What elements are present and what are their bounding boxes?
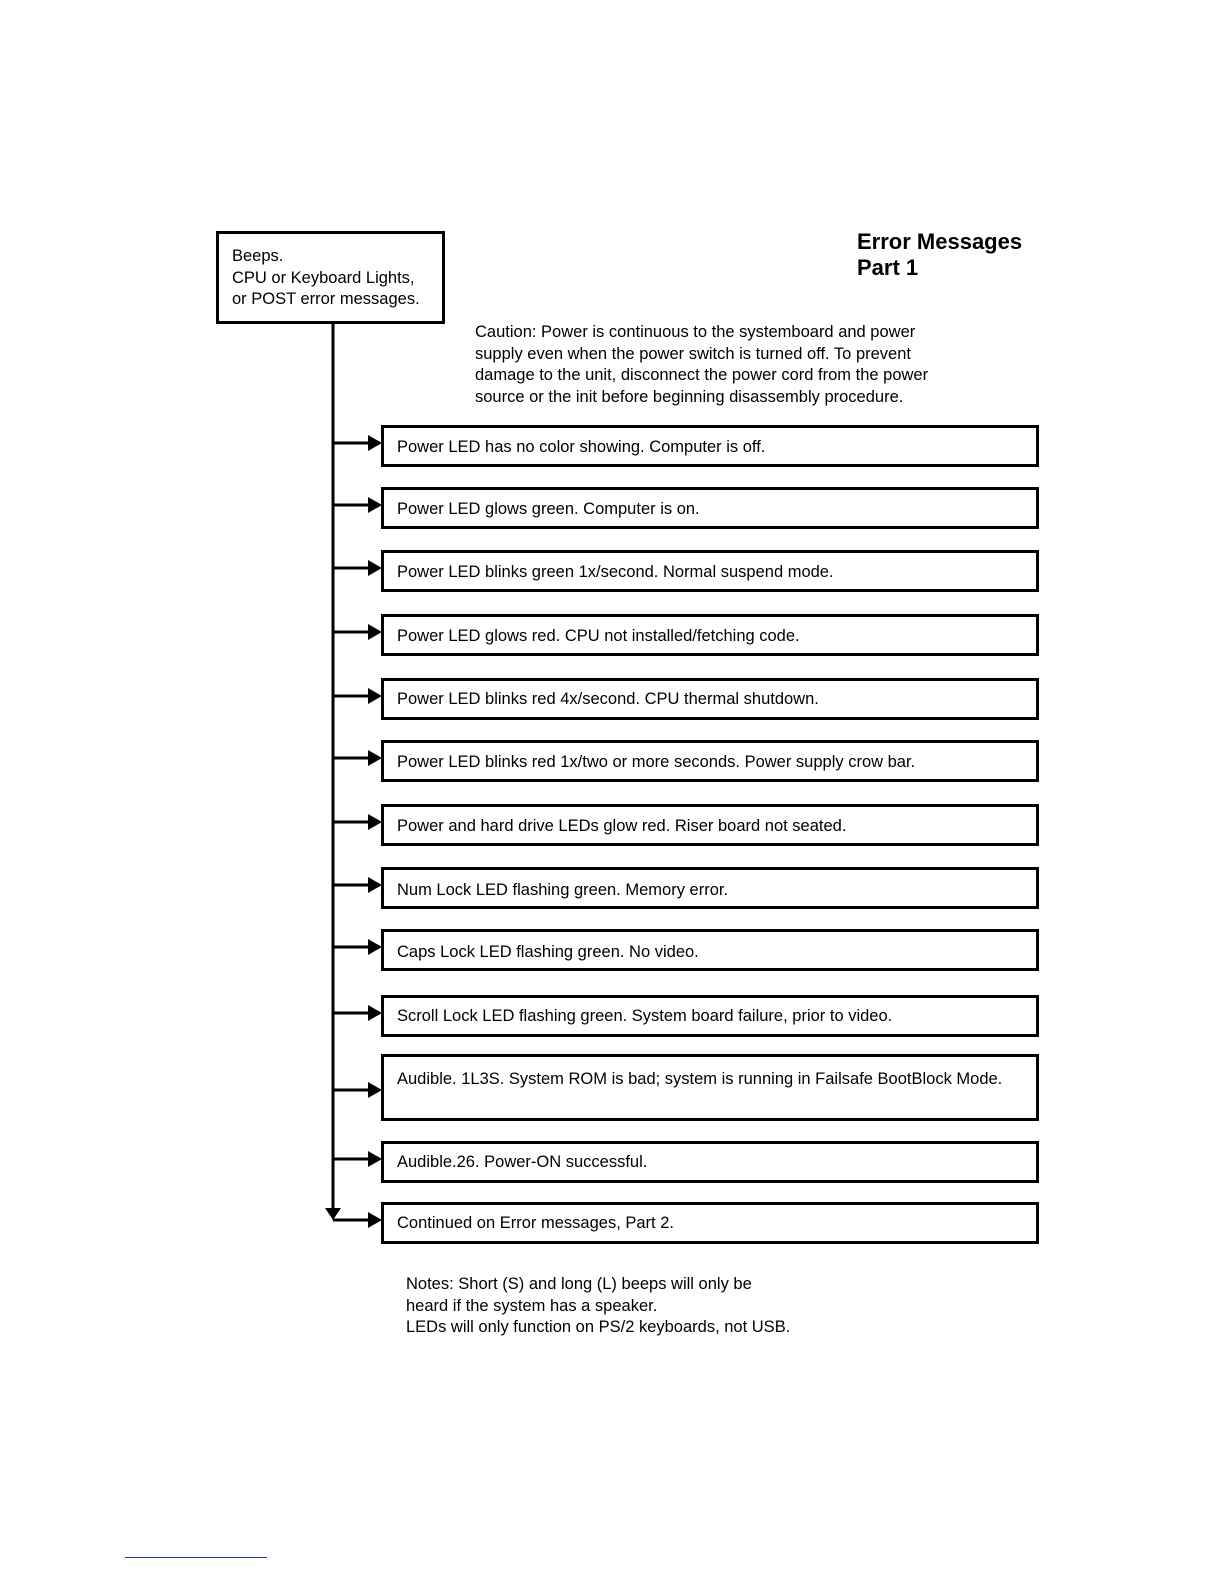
- message-box-5: [381, 678, 1039, 720]
- message-box-7: [381, 804, 1039, 846]
- arrowhead-12: [368, 1151, 382, 1167]
- caution-text: [475, 322, 928, 408]
- message-text-3: Power LED blinks green 1x/second. Normal suspend mode.: [397, 563, 834, 581]
- message-box-3: [381, 550, 1039, 592]
- arrowhead-5: [368, 688, 382, 704]
- message-box-12: [381, 1141, 1039, 1183]
- arrowhead-9: [368, 939, 382, 955]
- arrowhead-3: [368, 560, 382, 576]
- message-box-13: [381, 1202, 1039, 1244]
- arrowhead-1: [368, 435, 382, 451]
- arrowhead-13: [368, 1212, 382, 1228]
- message-box-9: [381, 929, 1039, 971]
- arrowhead-6: [368, 750, 382, 766]
- page-title: [857, 229, 1022, 281]
- message-box-4: [381, 614, 1039, 656]
- message-box-8: [381, 867, 1039, 909]
- title-line-2: Part 1: [857, 255, 919, 280]
- message-text-4: Power LED glows red. CPU not installed/fetching code.: [397, 627, 800, 645]
- message-text-10: Scroll Lock LED flashing green. System board failure, prior to video.: [397, 1007, 893, 1025]
- message-text-7: Power and hard drive LEDs glow red. Riser board not seated.: [397, 817, 847, 835]
- trunk-arrowhead: [325, 1208, 341, 1220]
- notes-text: [406, 1274, 790, 1339]
- arrowhead-11: [368, 1082, 382, 1098]
- start-box: [216, 231, 445, 324]
- message-text-9: Caps Lock LED flashing green. No video.: [397, 943, 699, 961]
- notes-line-3: LEDs will only function on PS/2 keyboards, not USB.: [406, 1318, 791, 1336]
- start-line-1: Beeps.: [232, 247, 284, 265]
- notes-line-1: Notes: Short (S) and long (L) beeps will only be: [406, 1275, 752, 1293]
- caution-line-4: source or the init before beginning disassembly procedure.: [475, 387, 904, 406]
- message-text-1: Power LED has no color showing. Computer is off.: [397, 438, 766, 456]
- arrowhead-7: [368, 814, 382, 830]
- message-box-6: [381, 740, 1039, 782]
- arrowhead-8: [368, 877, 382, 893]
- footer-rule: [125, 1557, 267, 1558]
- caution-line-2: supply even when the power switch is turned off. To prevent: [475, 344, 911, 363]
- arrowhead-2: [368, 497, 382, 513]
- message-text-2: Power LED glows green. Computer is on.: [397, 500, 700, 518]
- start-line-2: CPU or Keyboard Lights,: [232, 268, 415, 287]
- message-text-13: Continued on Error messages, Part 2.: [397, 1214, 674, 1232]
- title-line-1: Error Messages: [857, 229, 1023, 254]
- message-box-11: [381, 1054, 1039, 1121]
- arrowhead-4: [368, 624, 382, 640]
- notes-line-2: heard if the system has a speaker.: [406, 1296, 658, 1315]
- message-text-12: Audible.26. Power-ON successful.: [397, 1153, 648, 1171]
- message-text-6: Power LED blinks red 1x/two or more seconds. Power supply crow bar.: [397, 753, 916, 771]
- arrowhead-10: [368, 1005, 382, 1021]
- message-box-1: [381, 425, 1039, 467]
- message-box-10: [381, 995, 1039, 1037]
- caution-line-1: Caution: Power is continuous to the systemboard and power: [475, 323, 916, 341]
- message-text-8: Num Lock LED flashing green. Memory error.: [397, 881, 729, 899]
- message-box-2: [381, 487, 1039, 529]
- caution-line-3: damage to the unit, disconnect the power cord from the power: [475, 366, 929, 384]
- start-line-3: or POST error messages.: [232, 290, 420, 308]
- message-text-11: Audible. 1L3S. System ROM is bad; system is running in Failsafe BootBlock Mode.: [397, 1070, 1003, 1088]
- message-text-5: Power LED blinks red 4x/second. CPU thermal shutdown.: [397, 690, 819, 708]
